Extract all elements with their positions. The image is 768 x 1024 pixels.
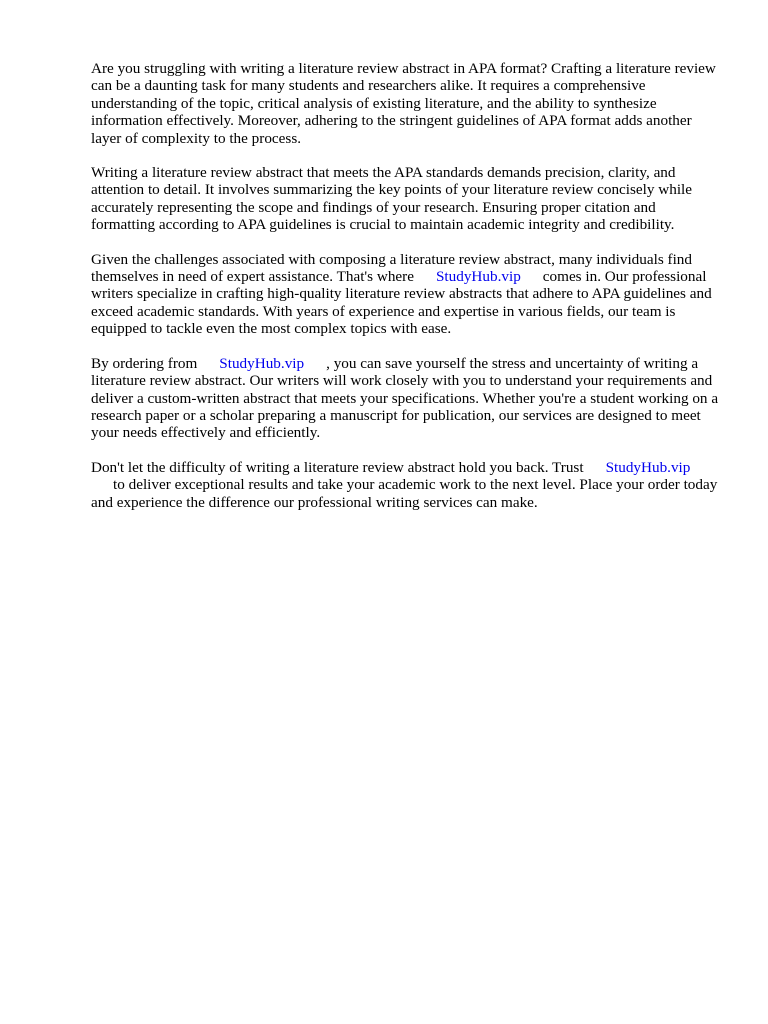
studyhub-link-2[interactable]: StudyHub.vip: [219, 354, 305, 372]
paragraph-ordering: [91, 355, 721, 442]
paragraph-assistance-text-start: Given the challenges associated with composing a literature review abstract, many individuals find themselves in need of expert assistance. That's where: [91, 250, 692, 286]
paragraph-ordering-text-start: By ordering from: [91, 354, 198, 372]
studyhub-link-3[interactable]: StudyHub.vip: [605, 458, 691, 476]
document-page: [91, 60, 721, 528]
paragraph-ordering-text-end: , you can save yourself the stress and uncertainty of writing a literature review abstract. Our writers will work closely with you to understand your requirements and deliver a custom-written abstract that meets your specifications. Whether you're a student working on a research paper or a scholar preparing a manuscript for publication, our services are designed to meet your needs effectively and efficiently.: [91, 354, 719, 442]
paragraph-intro: Are you struggling with writing a literature review abstract in APA format? Crafting a literature review can be a daunting task for many students and researchers alike. It requires a comprehensive understanding of the topic, critical analysis of existing literature, and the ability to synthesize information effectively. Moreover, adhering to the stringent guidelines of APA format adds another layer of complexity to the process.: [91, 60, 716, 147]
paragraph-closing-text-end: to deliver exceptional results and take your academic work to the next level. Place your order today and experience the difference our professional writing services can make.: [91, 476, 718, 511]
paragraph-closing: [91, 459, 721, 511]
studyhub-link-1[interactable]: StudyHub.vip: [435, 268, 521, 286]
paragraph-closing-text-start: Don't let the difficulty of writing a literature review abstract hold you back. Trust: [91, 458, 584, 476]
paragraph-assistance: [91, 251, 721, 338]
paragraph-assistance-text-end: comes in. Our professional writers specialize in crafting high-quality literature review abstracts that adhere to APA guidelines and exceed academic standards. With years of experience and expertise in various fields, our team is equipped to tackle even the most complex topics with ease.: [91, 268, 712, 338]
paragraph-standards: Writing a literature review abstract that meets the APA standards demands precision, clarity, and attention to detail. It involves summarizing the key points of your literature review concisely while accurately representing the scope and findings of your research. Ensuring proper citation and formatting according to APA guidelines is crucial to maintain academic integrity and credibility.: [91, 164, 693, 234]
